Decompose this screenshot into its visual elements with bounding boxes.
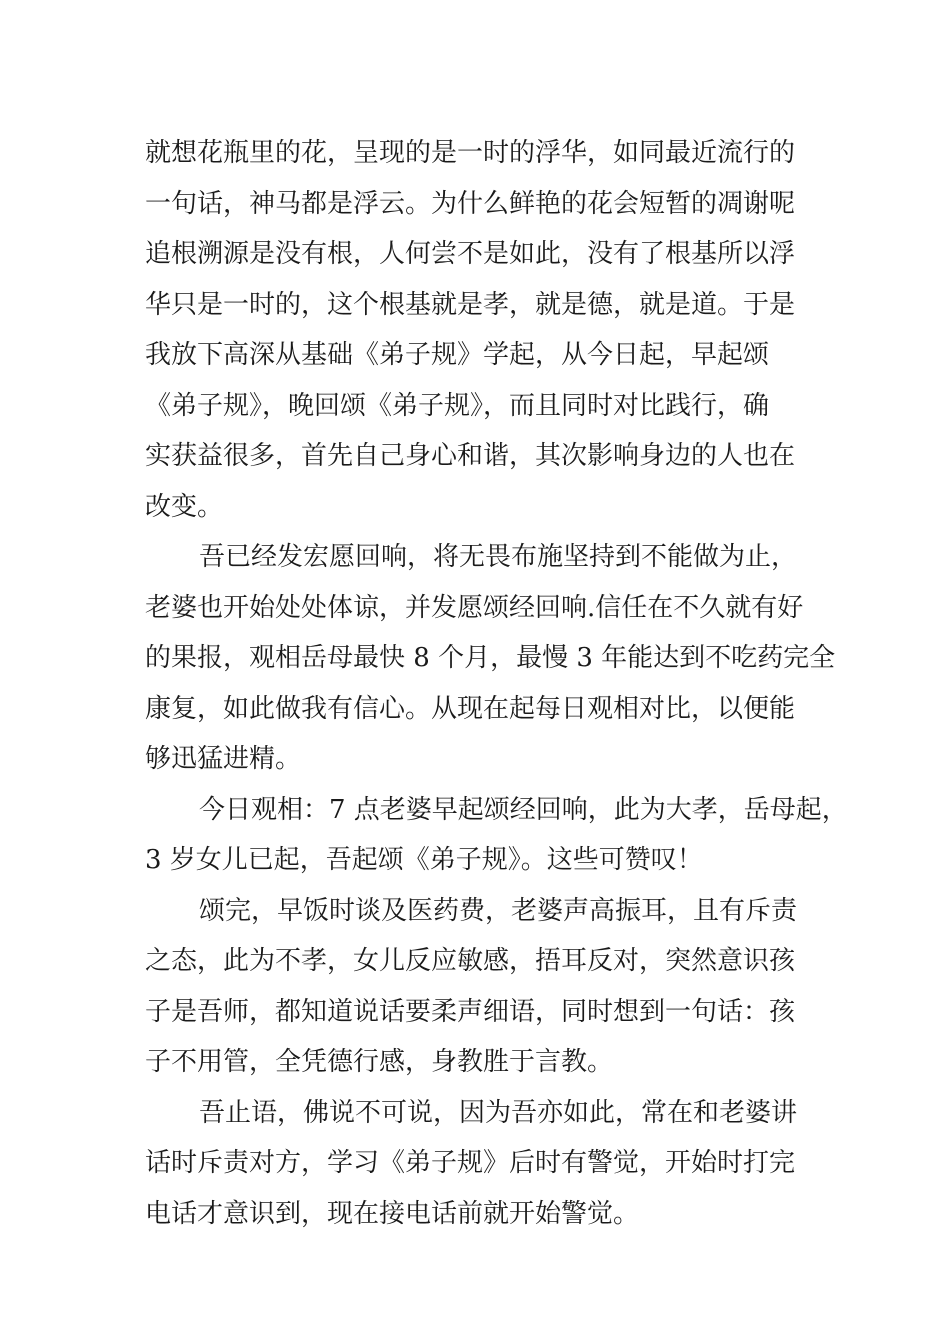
text-line: 就想花瓶里的花，呈现的是一时的浮华，如同最近流行的 [145, 138, 796, 168]
text-line: 我放下高深从基础《弟子规》学起，从今日起，早起颂 [145, 340, 770, 370]
text-line: 追根溯源是没有根，人何尝不是如此，没有了根基所以浮 [145, 239, 796, 269]
text-line: 话时斥责对方，学习《弟子规》后时有警觉，开始时打完 [145, 1148, 796, 1178]
text-line: 康复，如此做我有信心。从现在起每日观相对比，以便能 [145, 693, 796, 724]
document-body [145, 128, 848, 1239]
text-line: 之态，此为不孝，女儿反应敏感，捂耳反对，突然意识孩 [145, 946, 796, 976]
paragraph-first-line: 吾已经发宏愿回响，将无畏布施坚持到不能做为止， [199, 542, 798, 572]
paragraph-first-line: 吾止语，佛说不可说，因为吾亦如此，常在和老婆讲 [199, 1097, 798, 1128]
text-line: 实获益很多，首先自己身心和谐，其次影响身边的人也在 [145, 441, 796, 471]
text-line: 3 岁女儿已起，吾起颂《弟子规》。这些可赞叹！ [145, 845, 703, 875]
text-line: 老婆也开始处处体谅，并发愿颂经回响.信任在不久就有好 [145, 592, 804, 623]
text-line: 改变。 [145, 491, 224, 522]
text-line: 《弟子规》，晚回颂《弟子规》，而且同时对比践行，确 [145, 390, 770, 421]
text-line: 够迅猛进精。 [145, 744, 302, 774]
text-line: 子是吾师，都知道说话要柔声细语，同时想到一句话：孩 [145, 996, 796, 1027]
text-line: 子不用管，全凭德行感，身教胜于言教。 [145, 1047, 614, 1077]
paragraph-first-line: 颂完，早饭时谈及医药费，老婆声高振耳，且有斥责 [199, 895, 798, 926]
text-line: 电话才意识到，现在接电话前就开始警觉。 [145, 1198, 640, 1229]
text-line: 的果报，观相岳母最快 8 个月，最慢 3 年能达到不吃药完全 [145, 643, 836, 673]
paragraph-first-line: 今日观相：7 点老婆早起颂经回响，此为大孝，岳母起， [199, 794, 848, 825]
text-line: 一句话，神马都是浮云。为什么鲜艳的花会短暂的凋谢呢 [145, 188, 796, 219]
text-line: 华只是一时的，这个根基就是孝，就是德，就是道。于是 [145, 289, 796, 320]
